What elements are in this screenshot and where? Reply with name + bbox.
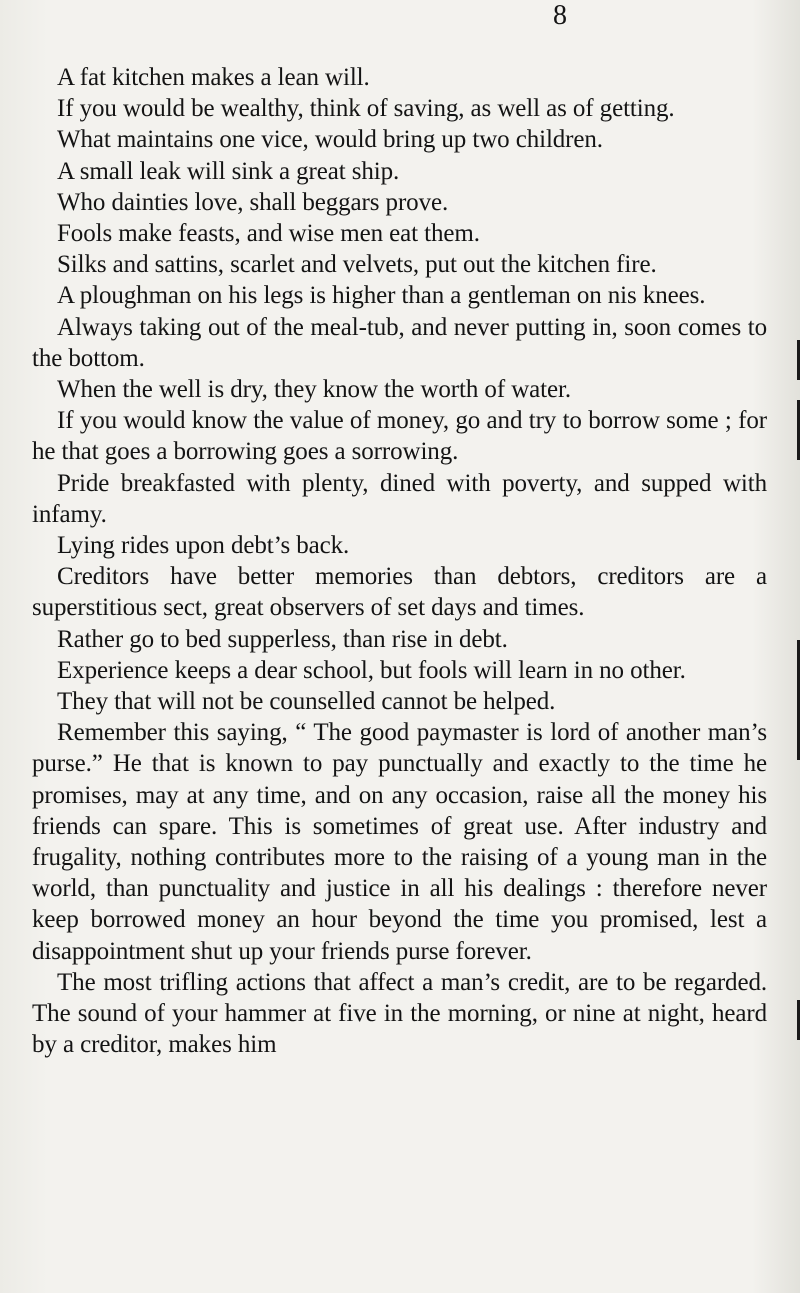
- proverb-paragraph: Remember this saying, “ The good paymaster is lord of another man’s purse.” He that is known to pay punctually and exactly to the time he promises, may at any time, and on any occasion, raise all the money his friends can spare. This is sometimes of great use. After industry and frugality, nothing contributes more to the raising of a young man in the world, than punctuality and justice in all his dealings : therefore never keep borrowed money an hour beyond the time you promised, lest a disappointment shut up your friends purse forever.: [32, 719, 767, 965]
- proverb-paragraph: Pride breakfasted with plenty, dined with poverty, and supped with infamy.: [32, 469, 767, 528]
- page-number: 8: [553, 0, 567, 31]
- proverbs-text: [32, 62, 767, 1061]
- proverb-paragraph: Fools make feasts, and wise men eat them.: [57, 220, 480, 248]
- proverb-paragraph: Always taking out of the meal-tub, and never putting in, soon comes to the bottom.: [32, 313, 767, 372]
- proverb-paragraph: Experience keeps a dear school, but fools will learn in no other.: [57, 656, 686, 684]
- proverb-paragraph: A fat kitchen makes a lean will.: [57, 64, 370, 91]
- proverb-paragraph: A small leak will sink a great ship.: [57, 157, 400, 185]
- proverb-paragraph: Silks and sattins, scarlet and velvets, put out the kitchen fire.: [57, 251, 657, 279]
- proverb-paragraph: Lying rides upon debt’s back.: [57, 532, 350, 560]
- proverb-paragraph: If you would know the value of money, go and try to borrow some ; for he that goes a borrowing goes a sorrowing.: [32, 407, 767, 466]
- proverb-paragraph: When the well is dry, they know the worth of water.: [57, 376, 571, 404]
- proverb-paragraph: Who dainties love, shall beggars prove.: [57, 188, 449, 216]
- proverb-paragraph: What maintains one vice, would bring up two children.: [57, 126, 603, 154]
- proverb-paragraph: The most trifling actions that affect a man’s credit, are to be regarded. The sound of your hammer at five in the morning, or nine at night, heard by a creditor, makes him: [32, 968, 767, 1059]
- proverb-paragraph: Rather go to bed supperless, than rise in debt.: [57, 625, 508, 653]
- proverb-paragraph: A ploughman on his legs is higher than a gentleman on nis knees.: [57, 282, 706, 310]
- proverb-paragraph: If you would be wealthy, think of saving, as well as of getting.: [57, 95, 675, 123]
- proverb-paragraph: They that will not be counselled cannot be helped.: [57, 688, 556, 716]
- proverb-paragraph: Creditors have better memories than debtors, creditors are a superstitious sect, great observers of set days and times.: [32, 563, 767, 622]
